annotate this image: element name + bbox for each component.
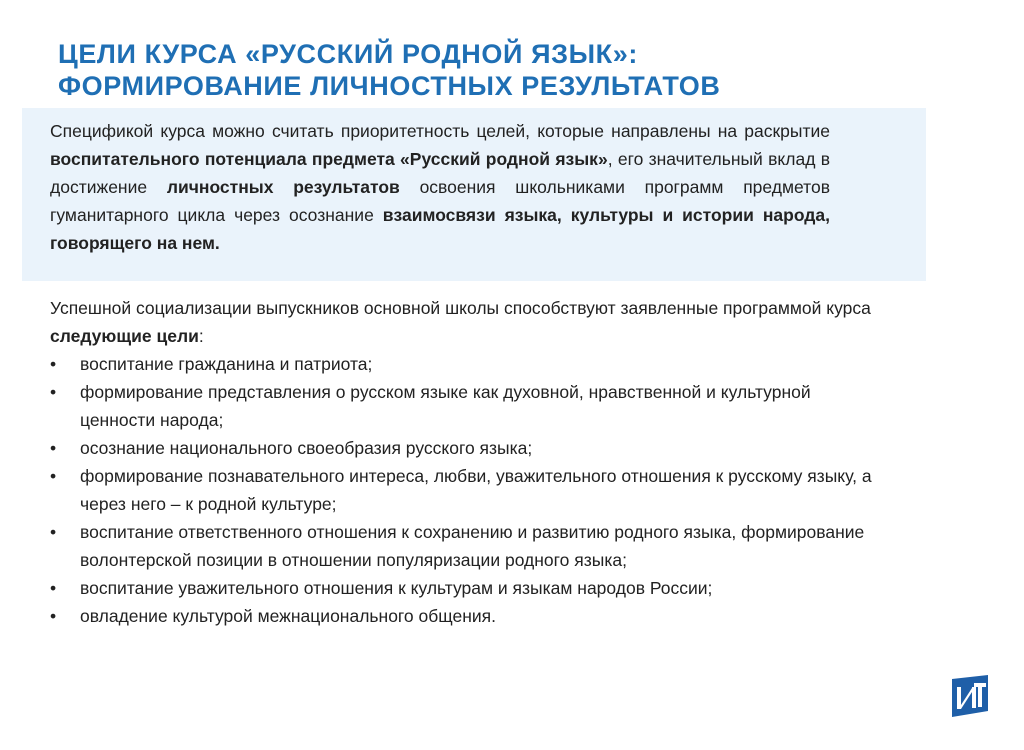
bullet-icon: • <box>50 354 57 374</box>
list-item-text: формирование представления о русском языке как духовной, нравственной и культурной ценности народа; <box>80 382 811 430</box>
logo-stroke <box>978 687 982 707</box>
slide-title <box>58 38 958 102</box>
list-item <box>50 434 890 462</box>
bullet-icon: • <box>50 606 57 626</box>
list-item-text: формирование познавательного интереса, любви, уважительного отношения к русскому языку, а через него – к родной культуре; <box>80 466 872 514</box>
slide-title-line-1: ЦЕЛИ КУРСА «РУССКИЙ РОДНОЙ ЯЗЫК»: <box>58 39 638 69</box>
bullet-icon: • <box>50 382 57 402</box>
text-run: Спецификой курса можно считать приоритетность целей, которые направлены на раскрытие <box>50 121 830 141</box>
list-item <box>50 378 890 434</box>
list-item-text: овладение культурой межнационального общения. <box>80 606 496 626</box>
list-item-text: воспитание ответственного отношения к сохранению и развитию родного языка, формирование волонтерской позиции в отношении популяризации родного языка; <box>80 522 865 570</box>
list-item <box>50 350 890 378</box>
list-item <box>50 602 890 630</box>
list-item <box>50 518 890 574</box>
list-item <box>50 462 890 518</box>
list-item-text: осознание национального своеобразия русского языка; <box>80 438 533 458</box>
bullet-icon: • <box>50 466 57 486</box>
highlight-paragraph <box>50 117 830 257</box>
logo-stroke <box>974 683 986 687</box>
bullet-icon: • <box>50 438 57 458</box>
text-run: : <box>198 326 204 346</box>
bold-run: взаимосвязи языка, культуры и истории народа, говорящего на нем. <box>50 205 831 253</box>
bold-run: воспитательного потенциала предмета «Русский родной язык» <box>50 149 608 169</box>
goals-list <box>50 350 890 630</box>
logo-stroke <box>972 687 976 708</box>
goals-intro <box>50 294 890 350</box>
text-run: , его значительный вклад в достижение <box>50 149 831 197</box>
slide-title-line-2: ФОРМИРОВАНИЕ ЛИЧНОСТНЫХ РЕЗУЛЬТАТОВ <box>58 71 721 101</box>
logo-stroke <box>957 687 961 709</box>
list-item-text: воспитание уважительного отношения к культурам и языкам народов России; <box>80 578 713 598</box>
text-run: Успешной социализации выпускников основной школы способствуют заявленные программой курса <box>50 298 871 318</box>
list-item-text: воспитание гражданина и патриота; <box>80 354 373 374</box>
bold-run: личностных результатов <box>166 177 400 197</box>
bold-run: следующие цели <box>50 326 199 346</box>
bullet-icon: • <box>50 522 57 542</box>
text-run: освоения школьниками программ предметов гуманитарного цикла через осознание <box>50 177 831 225</box>
list-item <box>50 574 890 602</box>
publisher-logo-icon <box>952 675 988 717</box>
bullet-icon: • <box>50 578 57 598</box>
